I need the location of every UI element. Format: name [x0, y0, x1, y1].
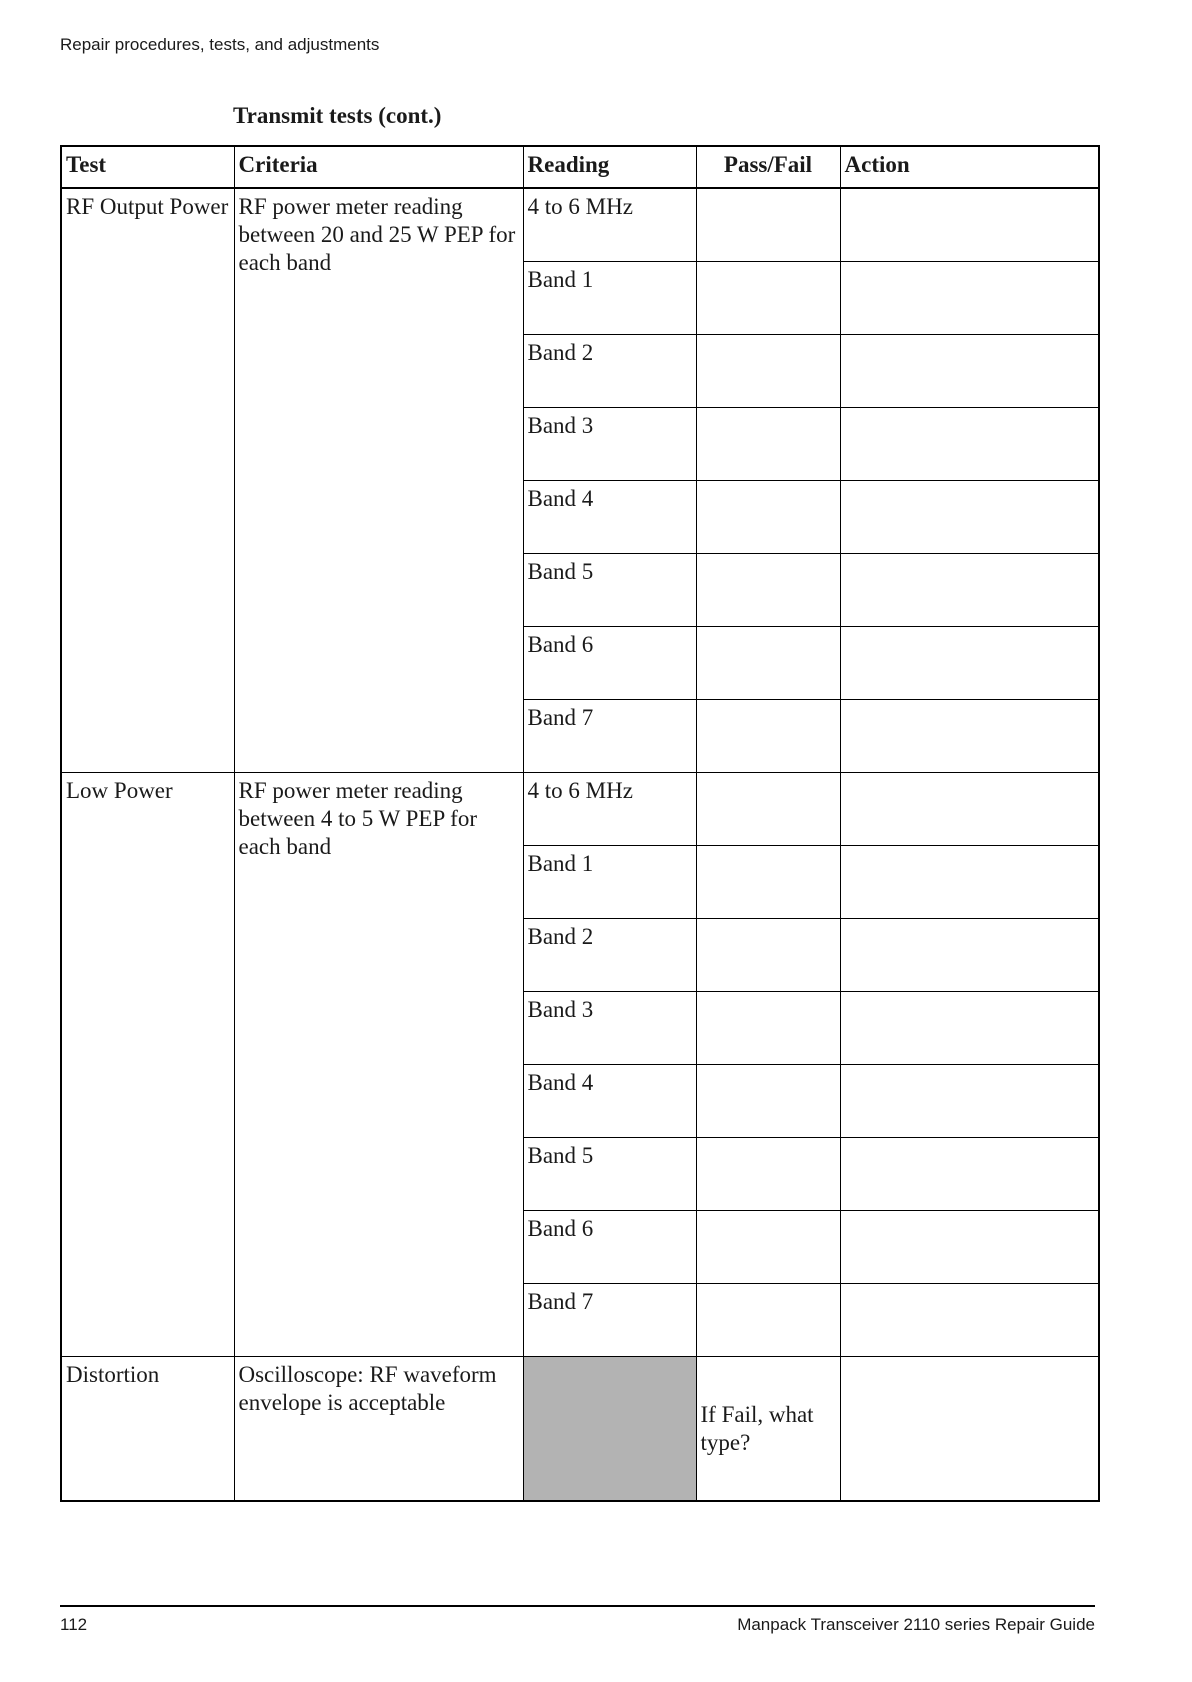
pass-fail-cell[interactable] [696, 1065, 840, 1138]
pass-fail-cell[interactable] [696, 335, 840, 408]
reading-cell: Band 1 [523, 262, 696, 335]
reading-cell: Band 6 [523, 1211, 696, 1284]
action-cell[interactable] [840, 846, 1099, 919]
test-name-cell: RF Output Power [61, 188, 234, 773]
reading-cell: Band 3 [523, 408, 696, 481]
reading-cell: Band 4 [523, 481, 696, 554]
pass-fail-cell[interactable] [696, 846, 840, 919]
reading-cell: Band 2 [523, 919, 696, 992]
action-cell[interactable] [840, 1065, 1099, 1138]
reading-cell: Band 5 [523, 1138, 696, 1211]
reading-cell: Band 1 [523, 846, 696, 919]
pass-fail-cell[interactable] [696, 1211, 840, 1284]
reading-cell: Band 6 [523, 627, 696, 700]
document-title: Manpack Transceiver 2110 series Repair Guide [737, 1615, 1095, 1634]
action-cell[interactable] [840, 335, 1099, 408]
action-cell[interactable] [840, 1284, 1099, 1357]
pass-fail-cell[interactable] [696, 919, 840, 992]
reading-cell: 4 to 6 MHz [523, 773, 696, 846]
action-cell[interactable] [840, 700, 1099, 773]
action-cell[interactable] [840, 627, 1099, 700]
pass-fail-cell[interactable] [696, 992, 840, 1065]
transmit-tests-table [60, 145, 1100, 1502]
reading-cell: Band 3 [523, 992, 696, 1065]
footer-rule [60, 1605, 1095, 1607]
column-header-action: Action [840, 146, 1099, 188]
table-header-row [61, 146, 1099, 188]
action-cell[interactable] [840, 992, 1099, 1065]
pass-fail-cell[interactable] [696, 1284, 840, 1357]
reading-cell: Band 4 [523, 1065, 696, 1138]
reading-cell: Band 7 [523, 1284, 696, 1357]
table-caption: Transmit tests (cont.) [233, 103, 442, 128]
reading-cell: Band 7 [523, 700, 696, 773]
action-cell[interactable] [840, 773, 1099, 846]
reading-cell: Band 5 [523, 554, 696, 627]
table-row-distortion [61, 1357, 1099, 1502]
pass-fail-cell[interactable] [696, 554, 840, 627]
reading-cell: 4 to 6 MHz [523, 188, 696, 262]
table-body [61, 188, 1099, 1501]
criteria-cell: Oscilloscope: RF waveform envelope is acceptable [234, 1357, 523, 1502]
column-header-test: Test [61, 146, 234, 188]
action-cell[interactable] [840, 188, 1099, 262]
pass-fail-cell[interactable] [696, 408, 840, 481]
action-cell[interactable] [840, 1211, 1099, 1284]
reading-cell: Band 2 [523, 335, 696, 408]
pass-fail-cell[interactable] [696, 627, 840, 700]
pass-fail-cell[interactable] [696, 262, 840, 335]
action-cell[interactable] [840, 919, 1099, 992]
criteria-cell: RF power meter reading between 4 to 5 W PEP for each band [234, 773, 523, 1357]
action-cell[interactable] [840, 1138, 1099, 1211]
pass-fail-cell[interactable] [696, 700, 840, 773]
criteria-cell: RF power meter reading between 20 and 25 W PEP for each band [234, 188, 523, 773]
action-cell[interactable] [840, 262, 1099, 335]
pass-fail-cell[interactable] [696, 188, 840, 262]
action-cell[interactable] [840, 1357, 1099, 1502]
action-cell[interactable] [840, 481, 1099, 554]
test-name-cell: Low Power [61, 773, 234, 1357]
table-row [61, 188, 1099, 262]
test-name-cell: Distortion [61, 1357, 234, 1502]
action-cell[interactable] [840, 554, 1099, 627]
page-number: 112 [60, 1615, 88, 1634]
running-header: Repair procedures, tests, and adjustments [60, 35, 380, 54]
pass-fail-cell[interactable] [696, 481, 840, 554]
table-row [61, 773, 1099, 846]
pass-fail-cell[interactable] [696, 1138, 840, 1211]
column-header-criteria: Criteria [234, 146, 523, 188]
pass-fail-cell[interactable]: If Fail, what type? [696, 1357, 840, 1502]
column-header-pass-fail: Pass/Fail [696, 146, 840, 188]
column-header-reading: Reading [523, 146, 696, 188]
action-cell[interactable] [840, 408, 1099, 481]
pass-fail-cell[interactable] [696, 773, 840, 846]
reading-cell-shaded [523, 1357, 696, 1502]
